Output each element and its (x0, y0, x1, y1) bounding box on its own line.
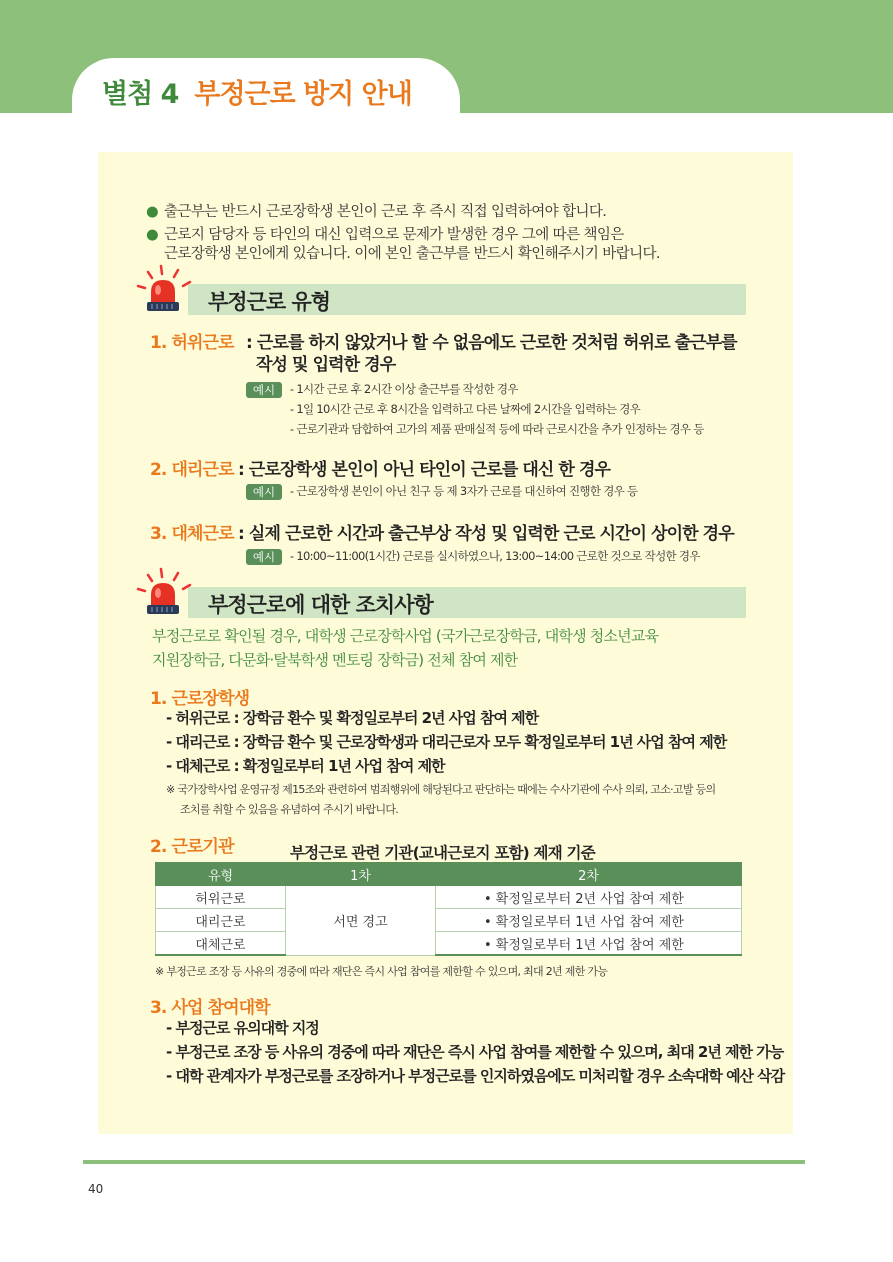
page-title (102, 72, 412, 111)
agency-note: ※ 부정근로 조장 등 사유의 경중에 따라 재단은 즉시 사업 참여를 제한할 수 있으며, 최대 2년 제한 가능 (155, 965, 608, 978)
table-row (156, 886, 742, 909)
bullet-dot: ● (146, 227, 159, 243)
university-item: - 부정근로 유의대학 지정 (166, 1019, 319, 1037)
example-text: - 1시간 근로 후 2시간 이상 출근부를 작성한 경우 (290, 382, 518, 396)
type-desc: : 실제 근로한 시간과 출근부상 작성 및 입력한 근로 시간이 상이한 경우 (238, 524, 734, 544)
table-header-row (156, 863, 742, 886)
type-desc: : 근로장학생 본인이 아닌 타인이 근로를 대신 한 경우 (238, 460, 611, 480)
table-cell: 대리근로 (156, 909, 286, 932)
bullet-dot: ● (146, 204, 159, 220)
bullet-text: 근로장학생 본인에게 있습니다. 이에 본인 출근부를 반드시 확인해주시기 바랍니다. (164, 246, 660, 262)
agency-heading: 2. 근로기관 (150, 837, 234, 857)
bullet-text: 근로지 담당자 등 타인의 대신 입력으로 문제가 발생한 경우 그에 따른 책임은 (164, 227, 624, 243)
summary-text: 지원장학금, 다문화·탈북학생 멘토링 장학금) 전체 참여 제한 (152, 651, 518, 669)
example-text: - 근로장학생 본인이 아닌 친구 등 제 3자가 근로를 대신하여 진행한 경우 등 (290, 484, 638, 498)
column-header: 유형 (156, 863, 286, 886)
university-heading: 3. 사업 참여대학 (150, 998, 270, 1018)
student-item: - 허위근로 : 장학금 환수 및 확정일로부터 2년 사업 참여 제한 (166, 709, 539, 727)
type-label: 2. 대리근로 (150, 460, 234, 480)
table-cell: • 확정일로부터 2년 사업 참여 제한 (436, 886, 742, 909)
example-badge: 예시 (246, 382, 282, 398)
table-cell: • 확정일로부터 1년 사업 참여 제한 (436, 932, 742, 956)
example-badge: 예시 (246, 484, 282, 500)
siren-icon (135, 264, 195, 314)
table-title: 부정근로 관련 기관(교내근로지 포함) 제재 기준 (290, 844, 595, 862)
summary-text: 부정근로로 확인될 경우, 대학생 근로장학사업 (국가근로장학금, 대학생 청소년교육 (152, 627, 659, 645)
type-label: 1. 허위근로 (150, 333, 234, 353)
student-heading: 1. 근로장학생 (150, 689, 250, 709)
table-row (156, 932, 742, 956)
table-cell: 대체근로 (156, 932, 286, 956)
penalty-table (155, 862, 742, 956)
table-row (156, 909, 742, 932)
footer-line (83, 1160, 805, 1164)
student-item: - 대체근로 : 확정일로부터 1년 사업 참여 제한 (166, 757, 445, 775)
type-desc: 작성 및 입력한 경우 (256, 355, 396, 375)
first-penalty-cell: 서면 경고 (286, 886, 436, 956)
example-text: - 10:00~11:00(1시간) 근로를 실시하였으나, 13:00~14:00 근로한 것으로 작성한 경우 (290, 549, 700, 563)
type-desc: : 근로를 하지 않았거나 할 수 없음에도 근로한 것처럼 허위로 출근부를 (246, 333, 737, 353)
section-title: 부정근로에 대한 조치사항 (208, 593, 433, 617)
example-text: - 1일 10시간 근로 후 8시간을 입력하고 다른 날짜에 2시간을 입력하는 경우 (290, 402, 641, 416)
example-text: - 근로기관과 담합하여 고가의 제품 판매실적 등에 따라 근로시간을 추가 인정하는 경우 등 (290, 422, 704, 436)
bullet-text: 출근부는 반드시 근로장학생 본인이 근로 후 즉시 직접 입력하여야 합니다. (164, 204, 607, 220)
column-header: 2차 (436, 863, 742, 886)
title-text: 부정근로 방지 안내 (194, 79, 412, 110)
section-title: 부정근로 유형 (208, 290, 331, 314)
example-badge: 예시 (246, 549, 282, 565)
student-item: - 대리근로 : 장학금 환수 및 근로장학생과 대리근로자 모두 확정일로부터 1년 사업 참여 제한 (166, 733, 727, 751)
siren-icon (135, 567, 195, 617)
student-note: ※ 국가장학사업 운영규정 제15조와 관련하여 범죄행위에 해당된다고 판단하는 때에는 수사기관에 수사 의뢰, 고소·고발 등의 (166, 783, 716, 796)
column-header: 1차 (286, 863, 436, 886)
table-cell: • 확정일로부터 1년 사업 참여 제한 (436, 909, 742, 932)
intro-bullet-2 (146, 226, 660, 264)
intro-bullet-1 (146, 203, 607, 222)
university-item: - 대학 관계자가 부정근로를 조장하거나 부정근로를 인지하였음에도 미처리할 경우 소속대학 예산 삭감 (166, 1067, 785, 1085)
table-cell: 허위근로 (156, 886, 286, 909)
attachment-number: 별첨 4 (102, 79, 179, 110)
student-note: 조치를 취할 수 있음을 유념하여 주시기 바랍니다. (180, 803, 399, 816)
page-number: 40 (88, 1182, 104, 1196)
type-label: 3. 대체근로 (150, 524, 234, 544)
university-item: - 부정근로 조장 등 사유의 경중에 따라 재단은 즉시 사업 참여를 제한할 수 있으며, 최대 2년 제한 가능 (166, 1043, 784, 1061)
